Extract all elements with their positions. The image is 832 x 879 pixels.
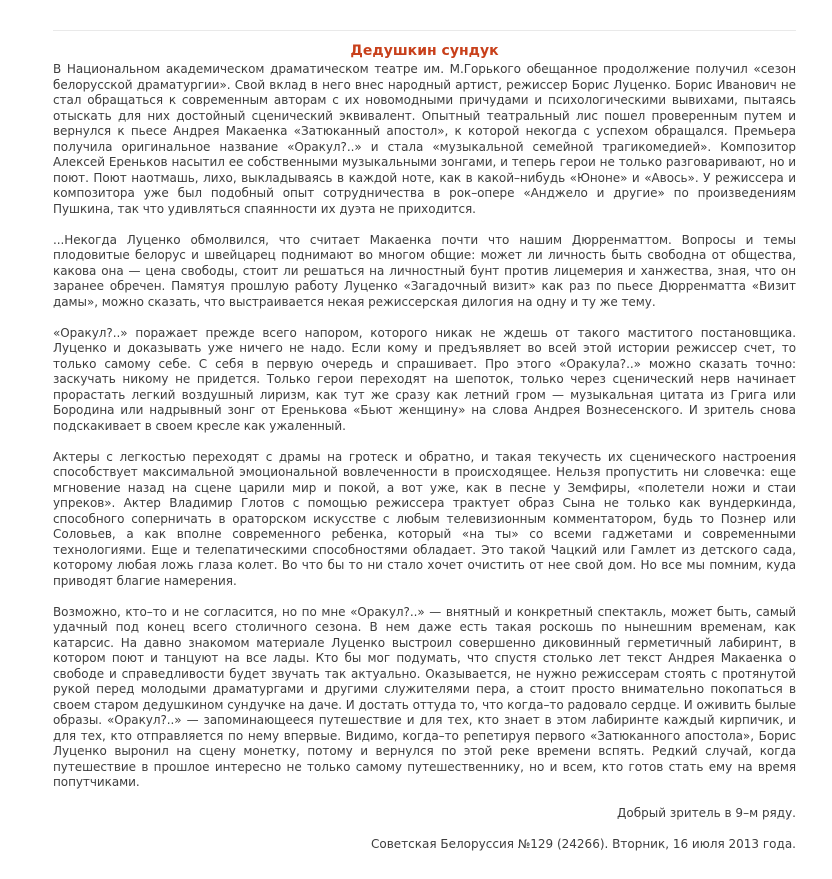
source-line: Советская Белоруссия №129 (24266). Вторник, 16 июля 2013 года.	[371, 837, 796, 851]
article	[53, 30, 796, 868]
article-paragraph-1: В Национальном академическом драматическом театре им. М.Горького обещанное продолжение получил «сезон белорусской драматургии». Свой вклад в него внес народный артист, режиссер Борис Луценко. Борис Иванович не стал обращаться к современным авторам с их новомодными причудами и психологическими вывихами, пытаясь отыскать для них достойный сценический эквивалент. Опытный театральный лис пошел проверенным путем и вернулся к пьесе Андрея Макаенка «Затюканный апостол», к которой некогда с успехом обращался. Премьера получила оригинальное название «Оракул?..» и стала «музыкальной семейной трагикомедией». Композитор Алексей Ереньков насытил ее собственными музыкальными зонгами, и теперь герои не только разговаривают, но и поют. Поют наотмашь, лихо, выкладываясь в каждой ноте, как в какой–нибудь «Юноне» и «Авось». У режиссера и композитора уже был подобный опыт сотрудничества в рок–опере «Анджело и другие» по произведениям Пушкина, так что удивляться спаянности их дуэта не приходится.	[53, 62, 796, 216]
article-paragraph-2: ...Некогда Луценко обмолвился, что считает Макаенка почти что нашим Дюрренматтом. Вопросы и темы плодовитые белорус и швейцарец поднимают во многом общие: может ли личность быть свободна от общества, какова она — цена свободы, стоит ли решаться на личностный бунт против лицемерия и ханжества, зная, что он заранее обречен. Памятуя прошлую работу Луценко «Загадочный визит» как раз по пьесе Дюрренматта «Визит дамы», можно сказать, что выстраивается некая режиссерская дилогия на одну и ту же тему.	[53, 232, 796, 309]
article-paragraph-3: «Оракул?..» поражает прежде всего напором, которого никак не ждешь от такого маститого постановщика. Луценко и доказывать уже ничего не надо. Если кому и предъявляет во всей этой истории режиссер счет, то только самому себе. С себя в первую очередь и спрашивает. Про этого «Оракула?..» можно сказать точно: заскучать никому не придется. Только герои переходят на шепоток, только через сценический нерв начинает прорастать легкий воздушный лиризм, как тут же сразу как летний гром — музыкальная цитата из Грига или Бородина или надрывный зонг от Еренькова «Бьют женщину» на слова Андрея Вознесенского. И зритель снова подскакивает в своем кресле как ужаленный.	[53, 325, 796, 433]
article-title: Дедушкин сундук	[350, 43, 499, 59]
author-signature: Добрый зритель в 9–м ряду.	[617, 806, 796, 820]
top-divider	[53, 30, 796, 31]
article-paragraph-5: Возможно, кто–то и не согласится, но по мне «Оракул?..» — внятный и конкретный спектакль, может быть, самый удачный под конец всего столичного сезона. В нем даже есть такая роскошь по нынешним временам, как катарсис. На давно знакомом материале Луценко выстроил совершенно диковинный герметичный лабиринт, в котором поют и танцуют на все лады. Кто бы мог подумать, что спустя столько лет текст Андрея Макаенка о свободе и справедливости будет звучать так актуально. Оказывается, не нужно режиссерам стоять с протянутой рукой перед молодыми драматургами и другими служителями пера, а стоит просто внимательно покопаться в своем старом дедушкином сундучке на даче. И достать оттуда то, что когда–то радовало сердце. И оживить былые образы. «Оракул?..» — запоминающееся путешествие и для тех, кто знает в этом лабиринте каждый кирпичик, и для тех, кто отправляется по нему впервые. Видимо, когда–то репетируя первого «Затюканного апостола», Борис Луценко выронил на сцену монетку, потому и вернулся по этой реке времени вспять. Редкий случай, когда путешествие в прошлое интересно не только самому путешественнику, но и всем, кто готов стать ему на время попутчиками.	[53, 604, 796, 789]
article-paragraph-4: Актеры с легкостью переходят с драмы на гротеск и обратно, и такая текучесть их сценического настроения способствует максимальной эмоциональной вовлеченности в происходящее. Нельзя пропустить ни словечка: еще мгновение назад на сцене царили мир и покой, а вот уже, как в песне у Земфиры, «полетели ножи и стаи упреков». Актер Владимир Глотов с помощью режиссера трактует образ Сына не только как вундеркинда, способного соперничать в ораторском искусстве с любым телевизионным комментатором, будь то Познер или Соловьев, а как вполне современного ребенка, который «на ты» со всеми гаджетами и современными технологиями. Еще и телепатическими способностями обладает. Это такой Чацкий или Гамлет из детского сада, которому любая ложь глаза колет. Во что бы то ни стало хочет очистить от нее свой дом. Но все мы помним, куда приводят благие намерения.	[53, 449, 796, 588]
